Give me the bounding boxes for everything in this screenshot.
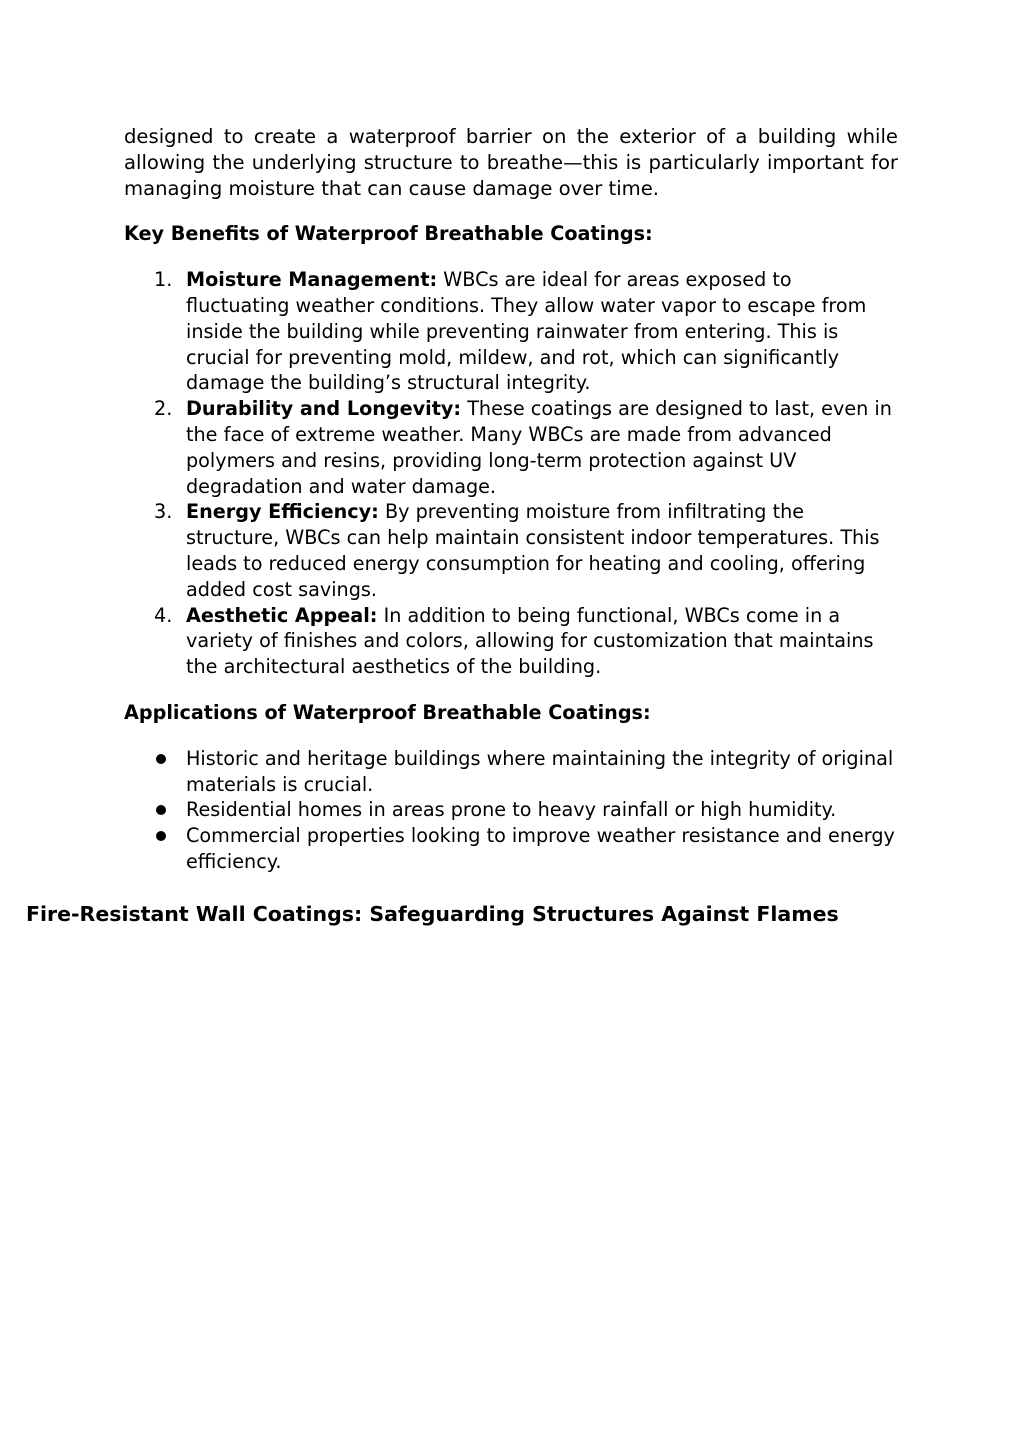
list-item <box>124 797 898 823</box>
benefits-heading: Key Benefits of Waterproof Breathable Coatings: <box>124 222 653 246</box>
benefit-text: WBCs are ideal for areas exposed to fluctuating weather conditions. They allow water vapor to escape from inside the building while preventing rainwater from entering. This is crucial for preventing mold, mildew, and rot, which can significantly damage the building’s structural integrity. <box>186 268 867 395</box>
list-item <box>124 603 898 680</box>
list-number: 2. <box>154 397 173 421</box>
page-content <box>124 124 898 875</box>
list-number: 1. <box>154 268 173 292</box>
benefit-text: By preventing moisture from infiltrating the structure, WBCs can help maintain consistent indoor temperatures. This leads to reduced energy consumption for heating and cooling, offering added cost savings. <box>186 500 880 601</box>
list-item <box>124 499 898 602</box>
list-item <box>124 746 898 798</box>
list-item <box>124 823 898 875</box>
benefit-text: In addition to being functional, WBCs come in a variety of finishes and colors, allowing for customization that maintains the architectural aesthetics of the building. <box>186 603 874 679</box>
benefit-term: Moisture Management: <box>186 268 438 292</box>
section-heading: Fire-Resistant Wall Coatings: Safeguarding Structures Against Flames <box>26 902 839 926</box>
intro-paragraph: designed to create a waterproof barrier on the exterior of a building while allowing the underlying structure to breathe—this is particularly important for managing moisture that can cause damage over time. <box>124 125 898 200</box>
applications-heading: Applications of Waterproof Breathable Coatings: <box>124 700 651 724</box>
benefit-term: Durability and Longevity: <box>186 397 462 421</box>
benefits-list <box>124 267 898 680</box>
application-text: Commercial properties looking to improve weather resistance and energy efficiency. <box>186 824 895 873</box>
benefit-term: Aesthetic Appeal: <box>186 603 378 627</box>
list-item <box>124 267 898 396</box>
benefit-term: Energy Efficiency: <box>186 500 379 524</box>
bullet-icon <box>156 831 166 841</box>
bullet-icon <box>156 805 166 815</box>
bullet-icon <box>156 754 166 764</box>
benefit-text: These coatings are designed to last, even in the face of extreme weather. Many WBCs are made from advanced polymers and resins, providing long-term protection against UV degradation and water damage. <box>186 397 892 498</box>
application-text: Residential homes in areas prone to heavy rainfall or high humidity. <box>186 798 837 822</box>
list-item <box>124 396 898 499</box>
list-number: 3. <box>154 500 173 524</box>
application-text: Historic and heritage buildings where maintaining the integrity of original materials is crucial. <box>186 746 894 796</box>
applications-list <box>124 746 898 875</box>
list-number: 4. <box>154 603 173 627</box>
